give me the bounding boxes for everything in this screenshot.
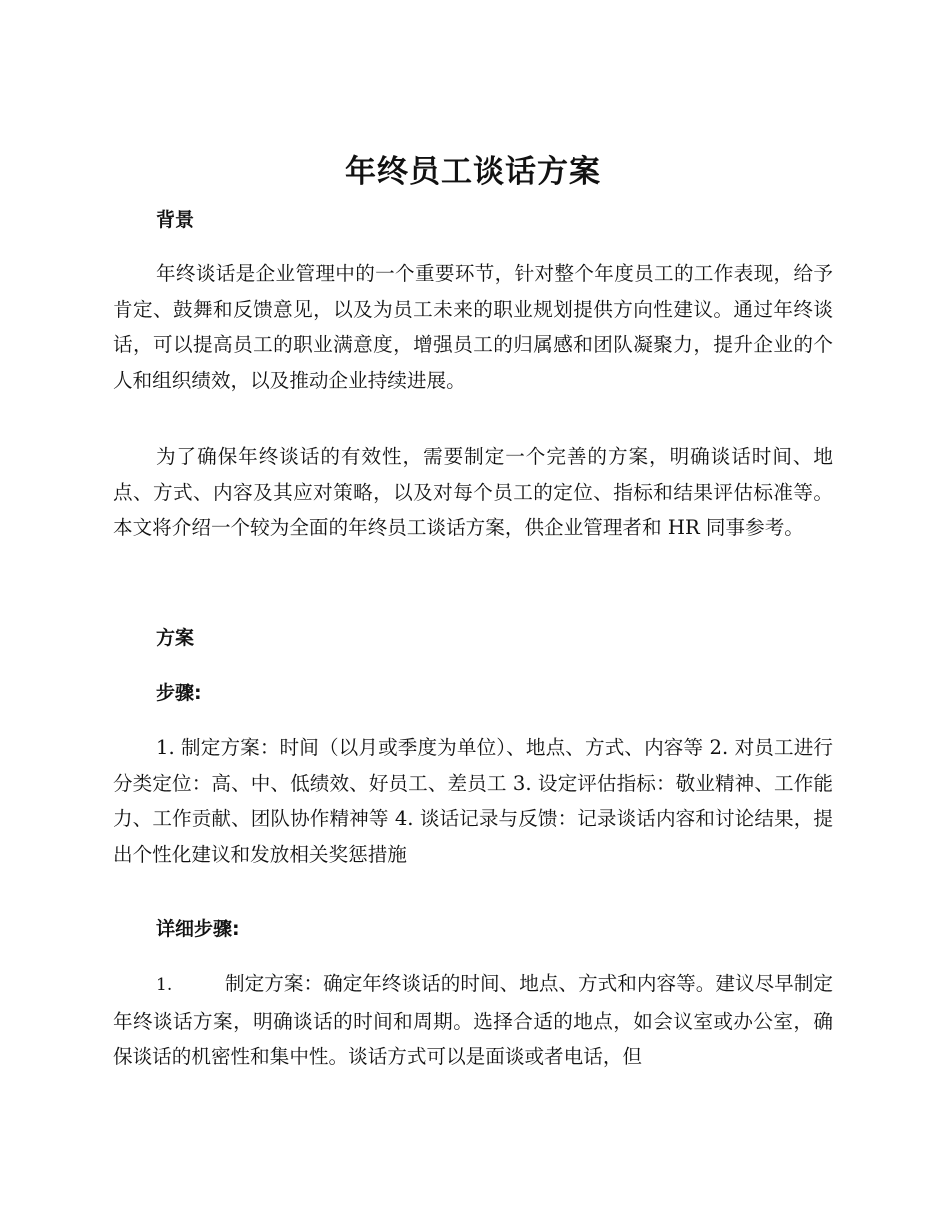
document-title: 年终员工谈话方案 xyxy=(345,154,601,190)
steps-paragraph: 1. 制定方案：时间（以月或季度为单位）、地点、方式、内容等 2. 对员工进行分类定位：高、中、低绩效、好员工、差员工 3. 设定评估指标：敬业精神、工作能力、工作贡献、团队协作精神等 4. 谈话记录与反馈：记录谈话内容和讨论结果，提出个性化建议和发放相关奖惩措施 xyxy=(113,736,833,866)
background-paragraph-2: 为了确保年终谈话的有效性，需要制定一个完善的方案，明确谈话时间、地点、方式、内容及其应对策略，以及对每个员工的定位、指标和结果评估标准等。本文将介绍一个较为全面的年终员工谈话方案，供企业管理者和 HR 同事参考。 xyxy=(113,445,833,539)
section-heading-steps: 步骤: xyxy=(156,682,202,704)
background-paragraph-1: 年终谈话是企业管理中的一个重要环节，针对整个年度员工的工作表现，给予肯定、鼓舞和反馈意见，以及为员工未来的职业规划提供方向性建议。通过年终谈话，可以提高员工的职业满意度，增强员工的归属感和团队凝聚力，提升企业的个人和组织绩效，以及推动企业持续进展。 xyxy=(113,262,833,392)
section-heading-background: 背景 xyxy=(156,209,195,231)
section-heading-detailed-steps: 详细步骤: xyxy=(156,918,240,940)
detailed-step-text: 制定方案：确定年终谈话的时间、地点、方式和内容等。建议尽早制定年终谈话方案，明确谈话的时间和周期。选择合适的地点，如会议室或办公室，确保谈话的机密性和集中性。谈话方式可以是面谈或者电话，但 xyxy=(113,972,833,1068)
list-number: 1. xyxy=(156,975,173,995)
section-heading-plan: 方案 xyxy=(156,627,195,649)
detailed-step-item-1 xyxy=(113,966,833,1075)
